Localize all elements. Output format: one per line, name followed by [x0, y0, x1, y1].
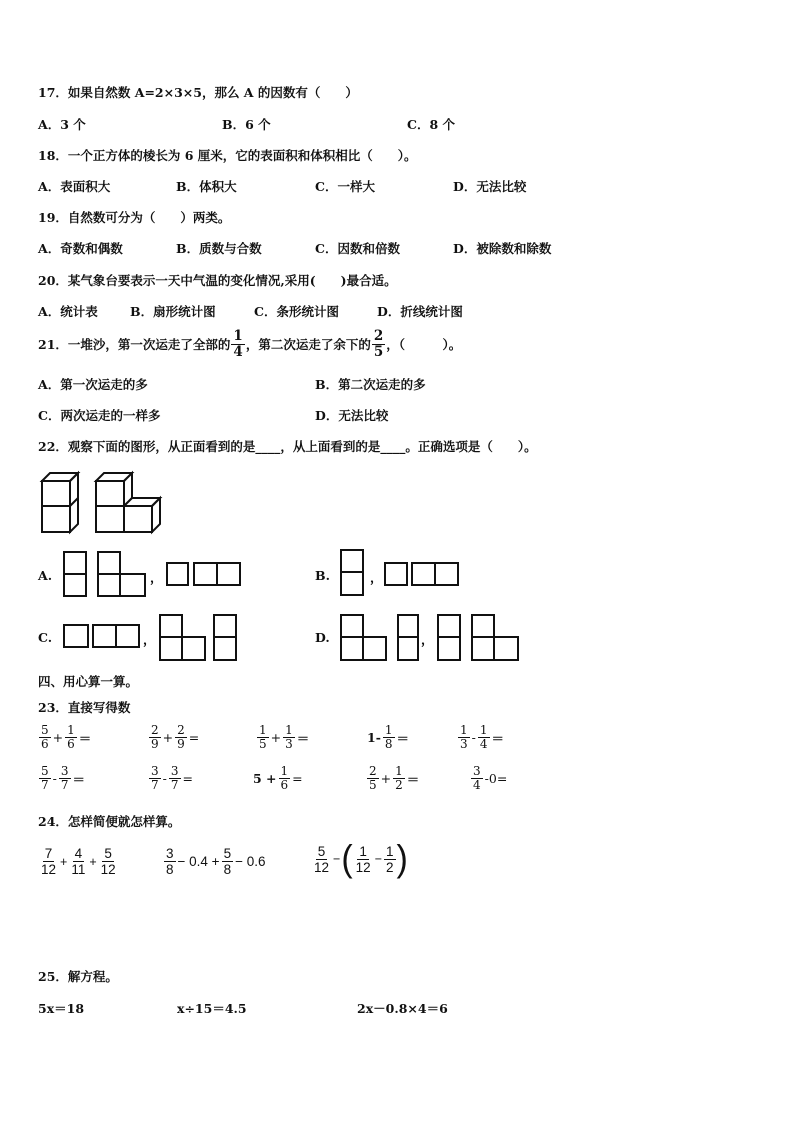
q22-option-d-label: D.	[315, 630, 330, 645]
denominator: 11	[71, 862, 86, 877]
q22-option-a-comma: ，	[150, 570, 163, 585]
prefix: 1-	[367, 730, 381, 745]
q22-stem: 22．观察下面的图形，从正面看到的是____，从上面看到的是____。正确选项是（ ）。	[38, 439, 537, 454]
q24-expr-2	[163, 846, 266, 877]
fraction	[257, 724, 269, 751]
equals: =	[182, 771, 193, 786]
q22-option-b-comma: ，	[370, 570, 383, 585]
denominator: 2	[386, 859, 394, 875]
q21-option-b: B．第二次运走的多	[315, 377, 426, 392]
fraction	[222, 846, 234, 877]
numerator: 5	[41, 764, 49, 778]
numerator: 2	[177, 723, 185, 737]
q20-option-c: C．条形统计图	[254, 304, 339, 319]
q23-expr-r2-1	[38, 765, 86, 792]
fraction	[279, 765, 291, 792]
equals: ＝	[296, 730, 310, 746]
denominator: 4	[473, 778, 481, 792]
q21-option-a: A．第一次运走的多	[38, 377, 148, 392]
q21-stem-part-a: 21．一堆沙，第一次运走了全部的	[38, 337, 231, 352]
q24-expr-1	[38, 846, 119, 877]
q23-expr-r1-2	[148, 724, 200, 751]
q22-option-c-label: C.	[38, 630, 53, 645]
numerator: 3	[151, 764, 159, 778]
q25-equation-1: 5x＝18	[38, 1001, 85, 1016]
operator: −	[333, 852, 341, 866]
q22-option-b-label: B.	[315, 568, 330, 583]
numerator: 1	[259, 723, 267, 737]
numerator: 5	[317, 843, 326, 859]
numerator: 7	[44, 846, 53, 861]
q23-expr-r1-1	[38, 724, 92, 751]
numerator: 1	[395, 764, 403, 778]
denominator: 8	[223, 862, 232, 877]
q23-expr-r1-5	[457, 724, 505, 751]
operator: +	[52, 730, 64, 745]
denominator: 12	[355, 859, 371, 875]
left-paren: (	[341, 838, 353, 880]
q21-option-d: D．无法比较	[315, 408, 389, 423]
q22-option-c-comma: ，	[143, 632, 156, 647]
equals: =	[188, 730, 200, 745]
q21-stem-part-c: ，（ ）。	[386, 337, 462, 352]
q20-option-d: D．折线统计图	[377, 304, 463, 319]
middle-terms: − 0.4 +	[177, 854, 220, 869]
operator: +	[380, 771, 392, 786]
prefix: 5 +	[253, 771, 277, 786]
fraction	[283, 724, 295, 751]
q21-stem-part-b: ，第二次运走了余下的	[245, 337, 371, 352]
q17-option-c: C．8 个	[407, 117, 455, 132]
numerator: 3	[60, 764, 69, 778]
equals: ＝	[406, 771, 420, 787]
q22-option-a-label: A.	[38, 568, 53, 583]
fraction	[149, 765, 161, 792]
numerator: 3	[170, 764, 179, 778]
fraction	[458, 724, 470, 751]
denominator: 8	[166, 862, 174, 877]
denominator: 5	[259, 737, 267, 751]
operator: +	[270, 730, 282, 745]
equals: ＝	[491, 730, 505, 746]
numerator: 1	[280, 764, 289, 778]
q24-title: 24．怎样简便就怎样算。	[38, 814, 181, 829]
q18-option-b: B．体积大	[176, 179, 237, 194]
numerator: 1	[233, 327, 243, 344]
q25-title: 25．解方程。	[38, 969, 118, 984]
q23-expr-r2-5	[470, 765, 508, 792]
q18-option-c: C．一样大	[315, 179, 375, 194]
q20-option-b: B．扇形统计图	[130, 304, 216, 319]
operator: -	[162, 771, 167, 786]
q18-stem: 18．一个正方体的棱长为 6 厘米，它的表面积和体积相比（ ）。	[38, 148, 417, 163]
q19-stem: 19．自然数可分为（ ）两类。	[38, 210, 231, 225]
q23-title: 23．直接写得数	[38, 700, 131, 715]
numerator: 2	[373, 327, 384, 344]
q25-equation-2: x÷15＝4.5	[177, 1001, 247, 1016]
q21-option-c: C．两次运走的一样多	[38, 408, 161, 423]
fraction	[39, 846, 58, 877]
trailing-term: − 0.6	[235, 854, 266, 869]
q19-option-d: D．被除数和除数	[453, 241, 552, 256]
operator: +	[60, 854, 68, 869]
fraction	[367, 765, 379, 792]
fraction	[59, 765, 71, 792]
q22-option-d-comma: ，	[421, 632, 434, 647]
denominator: 12	[41, 862, 57, 877]
denominator: 6	[41, 737, 49, 751]
equals: ＝	[78, 730, 92, 746]
q18-option-d: D．无法比较	[453, 179, 527, 194]
equals: =	[292, 771, 303, 786]
fraction	[312, 844, 331, 875]
equals: ＝	[396, 730, 410, 746]
denominator: 2	[395, 778, 403, 792]
q23-expr-r2-3	[252, 765, 304, 792]
operator: -	[471, 730, 476, 745]
denominator: 4	[479, 737, 488, 751]
fraction	[393, 765, 405, 792]
denominator: 7	[170, 778, 179, 792]
fraction	[149, 724, 161, 751]
fraction	[69, 846, 87, 877]
q23-expr-r1-3	[256, 724, 310, 751]
operator: -	[52, 771, 57, 786]
q19-option-c: C．因数和倍数	[315, 241, 400, 256]
equals: ＝	[72, 771, 86, 787]
right-paren: )	[396, 838, 408, 880]
q23-expr-r2-4	[366, 765, 420, 792]
numerator: 5	[223, 846, 232, 861]
operator: −	[374, 852, 383, 866]
denominator: 6	[67, 737, 75, 751]
denominator: 12	[314, 859, 330, 875]
numerator: 3	[166, 846, 174, 861]
q20-option-a: A．统计表	[38, 304, 98, 319]
numerator: 1	[460, 723, 468, 737]
q17-stem: 17．如果自然数 A=2×3×5，那么 A 的因数有（ ）	[38, 85, 358, 100]
fraction	[39, 724, 51, 751]
denominator: 9	[151, 737, 159, 751]
q20-stem: 20．某气象台要表示一天中气温的变化情况,采用( )最合适。	[38, 273, 397, 288]
numerator: 1	[67, 723, 75, 737]
numerator: 2	[151, 723, 159, 737]
fraction	[99, 846, 118, 877]
fraction	[175, 724, 187, 751]
denominator: 12	[100, 862, 116, 877]
denominator: 3	[285, 737, 293, 751]
numerator: 5	[104, 846, 112, 861]
operator: +	[162, 730, 174, 745]
denominator: 4	[233, 343, 243, 360]
q19-option-a: A．奇数和偶数	[38, 241, 123, 256]
numerator: 4	[74, 846, 83, 861]
fraction	[478, 724, 490, 751]
q17-option-a: A．3 个	[38, 117, 86, 132]
fraction	[383, 724, 395, 751]
denominator: 3	[460, 737, 468, 751]
q24-expr-3	[311, 838, 408, 880]
fraction	[164, 846, 176, 877]
denominator: 7	[60, 778, 69, 792]
section4-title: 四、用心算一算。	[38, 674, 139, 689]
q19-option-b: B．质数与合数	[176, 241, 262, 256]
denominator: 7	[151, 778, 159, 792]
numerator: 1	[386, 843, 394, 859]
fraction	[384, 844, 396, 875]
denominator: 5	[369, 778, 377, 792]
fraction	[169, 765, 181, 792]
denominator: 8	[384, 737, 393, 751]
numerator: 1	[384, 723, 393, 737]
postfix: -0=	[484, 771, 508, 786]
numerator: 1	[359, 843, 367, 859]
q23-expr-r2-2	[148, 765, 194, 792]
numerator: 2	[369, 764, 377, 778]
denominator: 9	[177, 737, 185, 751]
fraction	[39, 765, 51, 792]
fraction	[471, 765, 483, 792]
fraction	[354, 844, 373, 875]
denominator: 5	[373, 343, 384, 360]
numerator: 5	[41, 723, 49, 737]
numerator: 3	[473, 764, 481, 778]
fraction	[65, 724, 77, 751]
q23-expr-r1-4	[366, 724, 410, 751]
operator: +	[89, 854, 97, 869]
q25-equation-3: 2x－0.8×4＝6	[357, 1001, 448, 1016]
q17-option-b: B．6 个	[222, 117, 271, 132]
numerator: 1	[479, 723, 488, 737]
denominator: 7	[41, 778, 49, 792]
numerator: 1	[285, 723, 293, 737]
q18-option-a: A．表面积大	[38, 179, 111, 194]
denominator: 6	[280, 778, 289, 792]
